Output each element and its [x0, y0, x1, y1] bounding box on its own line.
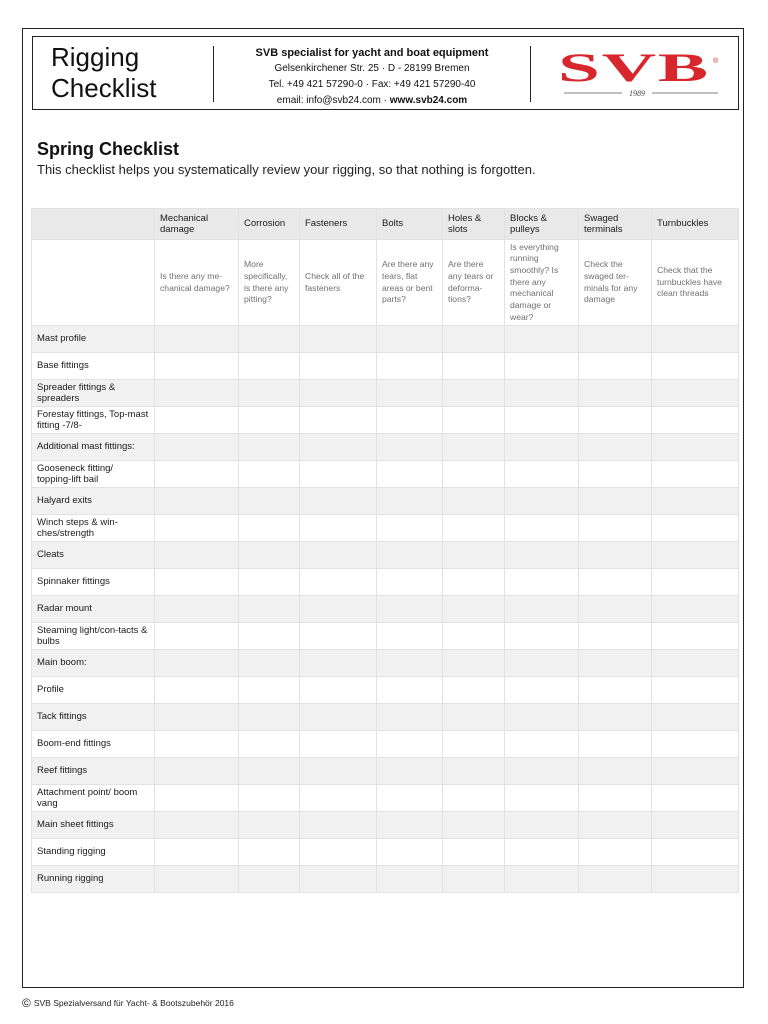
check-cell[interactable] [239, 785, 300, 812]
check-cell[interactable] [377, 353, 443, 380]
check-cell[interactable] [239, 866, 300, 893]
check-cell[interactable] [505, 650, 579, 677]
check-cell[interactable] [377, 461, 443, 488]
check-cell[interactable] [505, 434, 579, 461]
check-cell[interactable] [239, 569, 300, 596]
check-cell[interactable] [239, 839, 300, 866]
check-cell[interactable] [377, 434, 443, 461]
check-cell[interactable] [377, 515, 443, 542]
column-description: Is there any me-chanical damage? [155, 240, 239, 326]
check-cell[interactable] [155, 785, 239, 812]
check-cell[interactable] [652, 326, 739, 353]
column-header: Mechanical damage [155, 209, 239, 240]
check-cell[interactable] [505, 758, 579, 785]
company-phone: Tel. +49 421 57290-0 · Fax: +49 421 57290-40 [268, 79, 476, 90]
column-description [32, 240, 155, 326]
check-cell[interactable] [505, 704, 579, 731]
check-cell[interactable] [579, 542, 652, 569]
check-cell[interactable] [443, 515, 505, 542]
check-cell[interactable] [505, 353, 579, 380]
check-cell[interactable] [443, 839, 505, 866]
check-cell[interactable] [377, 812, 443, 839]
check-cell[interactable] [652, 785, 739, 812]
check-cell[interactable] [579, 785, 652, 812]
check-cell[interactable] [579, 380, 652, 407]
table-row [32, 407, 739, 434]
row-label: Gooseneck fitting/ topping-lift bail [32, 461, 155, 488]
check-cell[interactable] [579, 839, 652, 866]
table-row [32, 488, 739, 515]
row-label: Profile [32, 677, 155, 704]
check-cell[interactable] [443, 380, 505, 407]
table-row [32, 623, 739, 650]
check-cell[interactable] [155, 650, 239, 677]
check-cell[interactable] [443, 731, 505, 758]
check-cell[interactable] [300, 623, 377, 650]
check-cell[interactable] [652, 623, 739, 650]
check-cell[interactable] [300, 596, 377, 623]
check-cell[interactable] [300, 650, 377, 677]
table-row [32, 839, 739, 866]
table-row [32, 380, 739, 407]
check-cell[interactable] [155, 866, 239, 893]
row-label: Attachment point/ boom vang [32, 785, 155, 812]
company-name: SVB specialist for yacht and boat equipment [255, 47, 489, 59]
check-cell[interactable] [505, 515, 579, 542]
column-header: Bolts [377, 209, 443, 240]
check-cell[interactable] [377, 839, 443, 866]
check-cell[interactable] [300, 353, 377, 380]
logo-year: 1989 [629, 89, 645, 98]
check-cell[interactable] [652, 677, 739, 704]
check-cell[interactable] [155, 488, 239, 515]
check-cell[interactable] [377, 380, 443, 407]
row-label: Additional mast fittings: [32, 434, 155, 461]
check-cell[interactable] [155, 461, 239, 488]
table-row [32, 866, 739, 893]
check-cell[interactable] [300, 839, 377, 866]
check-cell[interactable] [300, 812, 377, 839]
check-cell[interactable] [443, 812, 505, 839]
check-cell[interactable] [155, 812, 239, 839]
company-email-line [217, 93, 527, 109]
check-cell[interactable] [505, 839, 579, 866]
row-label: Winch steps & win-ches/strength [32, 515, 155, 542]
check-cell[interactable] [579, 515, 652, 542]
document-title [51, 42, 156, 104]
table-row [32, 731, 739, 758]
check-cell[interactable] [652, 488, 739, 515]
check-cell[interactable] [443, 785, 505, 812]
check-cell[interactable] [377, 704, 443, 731]
column-header: Holes & slots [443, 209, 505, 240]
column-description: Are there any tears, flat areas or bent parts? [377, 240, 443, 326]
check-cell[interactable] [652, 569, 739, 596]
footer [22, 996, 234, 1010]
check-cell[interactable] [155, 326, 239, 353]
check-cell[interactable] [579, 758, 652, 785]
row-label: Reef fittings [32, 758, 155, 785]
column-header-row [32, 209, 739, 240]
check-cell[interactable] [239, 623, 300, 650]
check-cell[interactable] [155, 515, 239, 542]
check-cell[interactable] [505, 407, 579, 434]
check-cell[interactable] [239, 650, 300, 677]
check-cell[interactable] [443, 758, 505, 785]
check-cell[interactable] [300, 461, 377, 488]
check-cell[interactable] [300, 488, 377, 515]
check-cell[interactable] [239, 704, 300, 731]
check-cell[interactable] [505, 488, 579, 515]
check-cell[interactable] [652, 704, 739, 731]
check-cell[interactable] [300, 569, 377, 596]
check-cell[interactable] [155, 353, 239, 380]
check-cell[interactable] [377, 407, 443, 434]
column-description: Check that the turnbuckles have clean threads [652, 240, 739, 326]
table-row [32, 785, 739, 812]
table-row [32, 326, 739, 353]
check-cell[interactable] [579, 677, 652, 704]
check-cell[interactable] [239, 488, 300, 515]
table-row [32, 812, 739, 839]
check-cell[interactable] [505, 785, 579, 812]
check-cell[interactable] [155, 596, 239, 623]
check-cell[interactable] [579, 488, 652, 515]
company-email: email: info@svb24.com · [276, 95, 390, 106]
check-cell[interactable] [377, 866, 443, 893]
check-cell[interactable] [239, 677, 300, 704]
title-line-1: Rigging [51, 42, 140, 72]
check-cell[interactable] [239, 515, 300, 542]
check-cell[interactable] [377, 326, 443, 353]
check-cell[interactable] [300, 866, 377, 893]
company-website[interactable]: www.svb24.com [389, 95, 468, 106]
header-divider-left [213, 46, 214, 102]
check-cell[interactable] [239, 542, 300, 569]
table-row [32, 758, 739, 785]
check-cell[interactable] [155, 731, 239, 758]
row-label: Steaming light/con-tacts & bulbs [32, 623, 155, 650]
check-cell[interactable] [652, 353, 739, 380]
check-cell[interactable] [239, 596, 300, 623]
check-cell[interactable] [443, 407, 505, 434]
check-cell[interactable] [300, 515, 377, 542]
row-label: Base fittings [32, 353, 155, 380]
check-cell[interactable] [579, 650, 652, 677]
check-cell[interactable] [377, 677, 443, 704]
check-cell[interactable] [652, 731, 739, 758]
column-description: Is everything running smoothly? Is there any mechanical damage or wear? [505, 240, 579, 326]
column-description: Check all of the fasteners [300, 240, 377, 326]
check-cell[interactable] [652, 650, 739, 677]
check-cell[interactable] [155, 677, 239, 704]
section-subtitle: This checklist helps you systematically review your rigging, so that nothing is forgotten. [37, 162, 536, 177]
row-label: Radar mount [32, 596, 155, 623]
check-cell[interactable] [377, 488, 443, 515]
checklist-body [32, 326, 739, 893]
copyright-symbol: © [22, 996, 31, 1010]
check-cell[interactable] [155, 407, 239, 434]
check-cell[interactable] [652, 839, 739, 866]
column-header: Turnbuckles [652, 209, 739, 240]
check-cell[interactable] [239, 407, 300, 434]
row-label: Spreader fittings & spreaders [32, 380, 155, 407]
check-cell[interactable] [443, 434, 505, 461]
check-cell[interactable] [377, 623, 443, 650]
check-cell[interactable] [579, 812, 652, 839]
row-label: Standing rigging [32, 839, 155, 866]
row-label: Running rigging [32, 866, 155, 893]
check-cell[interactable] [239, 731, 300, 758]
check-cell[interactable] [652, 515, 739, 542]
check-cell[interactable] [300, 785, 377, 812]
column-description: Are there any tears or deforma-tions? [443, 240, 505, 326]
table-row [32, 569, 739, 596]
row-label: Tack fittings [32, 704, 155, 731]
check-cell[interactable] [652, 596, 739, 623]
check-cell[interactable] [505, 380, 579, 407]
check-cell[interactable] [239, 353, 300, 380]
check-cell[interactable] [443, 866, 505, 893]
column-header: Swaged terminals [579, 209, 652, 240]
check-cell[interactable] [579, 704, 652, 731]
section-title: Spring Checklist [37, 139, 180, 159]
check-cell[interactable] [505, 569, 579, 596]
column-description: More specifically, is there any pitting? [239, 240, 300, 326]
check-cell[interactable] [579, 731, 652, 758]
check-cell[interactable] [505, 596, 579, 623]
table-row [32, 677, 739, 704]
check-cell[interactable] [300, 542, 377, 569]
check-cell[interactable] [443, 596, 505, 623]
check-cell[interactable] [579, 866, 652, 893]
check-cell[interactable] [239, 812, 300, 839]
check-cell[interactable] [443, 488, 505, 515]
check-cell[interactable] [239, 461, 300, 488]
check-cell[interactable] [579, 353, 652, 380]
table-row [32, 650, 739, 677]
check-cell[interactable] [300, 677, 377, 704]
row-label: Spinnaker fittings [32, 569, 155, 596]
check-cell[interactable] [443, 542, 505, 569]
check-cell[interactable] [239, 434, 300, 461]
check-cell[interactable] [652, 434, 739, 461]
column-header: Blocks & pulleys [505, 209, 579, 240]
svb-logo [550, 45, 720, 101]
check-cell[interactable] [155, 839, 239, 866]
check-cell[interactable] [443, 353, 505, 380]
check-cell[interactable] [443, 677, 505, 704]
checklist-table [31, 208, 739, 893]
check-cell[interactable] [443, 650, 505, 677]
check-cell[interactable] [239, 758, 300, 785]
check-cell[interactable] [579, 326, 652, 353]
table-row [32, 434, 739, 461]
check-cell[interactable] [443, 704, 505, 731]
check-cell[interactable] [300, 704, 377, 731]
contact-block [217, 45, 527, 109]
header-divider-right [530, 46, 531, 102]
check-cell[interactable] [155, 380, 239, 407]
check-cell[interactable] [377, 731, 443, 758]
check-cell[interactable] [155, 704, 239, 731]
check-cell[interactable] [652, 380, 739, 407]
column-header [32, 209, 155, 240]
check-cell[interactable] [505, 326, 579, 353]
check-cell[interactable] [579, 407, 652, 434]
row-label: Main sheet fittings [32, 812, 155, 839]
row-label: Halyard exits [32, 488, 155, 515]
check-cell[interactable] [300, 326, 377, 353]
check-cell[interactable] [652, 461, 739, 488]
check-cell[interactable] [443, 623, 505, 650]
check-cell[interactable] [239, 380, 300, 407]
check-cell[interactable] [579, 434, 652, 461]
check-cell[interactable] [652, 758, 739, 785]
check-cell[interactable] [579, 623, 652, 650]
check-cell[interactable] [505, 677, 579, 704]
check-cell[interactable] [652, 866, 739, 893]
check-cell[interactable] [300, 434, 377, 461]
check-cell[interactable] [652, 407, 739, 434]
check-cell[interactable] [505, 812, 579, 839]
table-row [32, 461, 739, 488]
table-row [32, 704, 739, 731]
check-cell[interactable] [300, 758, 377, 785]
title-line-2: Checklist [51, 73, 157, 103]
check-cell[interactable] [300, 407, 377, 434]
check-cell[interactable] [579, 596, 652, 623]
row-label: Forestay fittings, Top-mast fitting -7/8- [32, 407, 155, 434]
check-cell[interactable] [443, 326, 505, 353]
row-label: Main boom: [32, 650, 155, 677]
check-cell[interactable] [300, 380, 377, 407]
footer-text: SVB Spezialversand für Yacht- & Bootszubehör 2016 [33, 998, 234, 1008]
check-cell[interactable] [579, 461, 652, 488]
table-row [32, 353, 739, 380]
check-cell[interactable] [155, 542, 239, 569]
column-header: Corrosion [239, 209, 300, 240]
row-label: Mast profile [32, 326, 155, 353]
check-cell[interactable] [155, 623, 239, 650]
row-label: Cleats [32, 542, 155, 569]
check-cell[interactable] [505, 866, 579, 893]
check-cell[interactable] [377, 785, 443, 812]
logo-registered-mark: ® [713, 58, 719, 65]
check-cell[interactable] [239, 326, 300, 353]
check-cell[interactable] [300, 731, 377, 758]
check-cell[interactable] [505, 542, 579, 569]
row-label: Boom-end fittings [32, 731, 155, 758]
check-cell[interactable] [377, 650, 443, 677]
check-cell[interactable] [377, 758, 443, 785]
check-cell[interactable] [652, 812, 739, 839]
logo-wordmark: SVB [558, 45, 710, 90]
check-cell[interactable] [443, 569, 505, 596]
check-cell[interactable] [155, 434, 239, 461]
column-header: Fasteners [300, 209, 377, 240]
check-cell[interactable] [579, 569, 652, 596]
company-address: Gelsenkirchener Str. 25 · D - 28199 Bremen [274, 63, 470, 74]
document-header [32, 36, 739, 110]
check-cell[interactable] [377, 596, 443, 623]
table-row [32, 596, 739, 623]
check-cell[interactable] [505, 731, 579, 758]
check-cell[interactable] [443, 461, 505, 488]
check-cell[interactable] [505, 623, 579, 650]
table-row [32, 542, 739, 569]
check-cell[interactable] [155, 758, 239, 785]
column-description-row [32, 240, 739, 326]
check-cell[interactable] [377, 542, 443, 569]
check-cell[interactable] [377, 569, 443, 596]
check-cell[interactable] [652, 542, 739, 569]
check-cell[interactable] [505, 461, 579, 488]
table-row [32, 515, 739, 542]
column-description: Check the swaged ter-minals for any damage [579, 240, 652, 326]
check-cell[interactable] [155, 569, 239, 596]
